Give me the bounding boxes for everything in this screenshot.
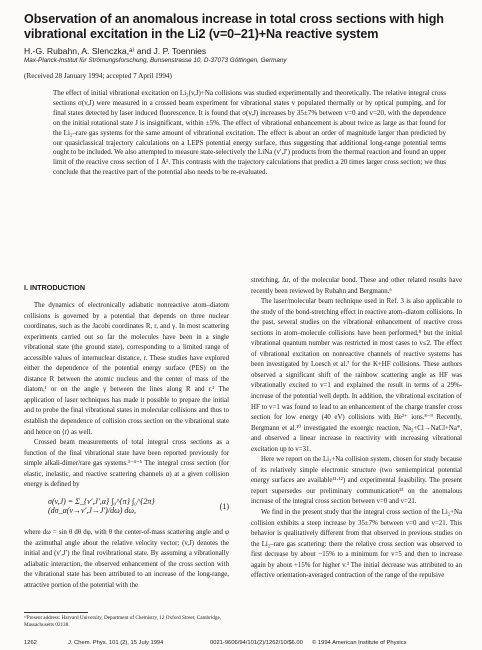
right-paragraph-2: The laser/molecular beam technique used in Ref. 3 is also applicable to the study of the bond-stretching effect in reactive atom–diatom collisions. In the past, several studies on the vibrational enhancement of reactive cross sections in atom–molecule collisions have been performed,⁸ but the initial vibrational quantum number was restricted in most cases to v≤2. The effect of vibrational excitation on nonreactive channels of reactive systems has been investigated by Loesch et al.⁷ for the K+HF collisions. These authors observed a significant shift of the rainbow scattering angle as HF was vibrationally excited to v=1 and explained the result in terms of a 29%-increase of the potential well depth. In addition, the vibrational excitation of HF to v=1 was found to lead to an enhancement of the charge transfer cross section for low energy (40 eV) collisions with He²⁺ ions.⁸⁻⁹ Recently, Bergmann et al.¹⁰ investigated the exoergic reaction, Na₂+Cl→NaCl+Na*, and observed a linear increase in reactivity with increasing vibrational excitation up to v=31.	[251, 298, 462, 453]
left-column-text	[24, 301, 229, 491]
right-paragraph-4: We find in the present study that the integral cross section of the Li₂+Na collision exhibits a steep increase by 35±7% between v=0 and v=21. This behavior is qualitatively different from that observed in previous studies on the Li₂–rare gas scattering: there the relative cross section was observed to first decrease by about −15% to a minimum for v=5 and then to increase again by about +15% for higher v.³ The initial decrease was attributed to an effective orientation-averaged contraction of the range of the repulsive	[251, 509, 462, 580]
right-paragraph-1: stretching, Δr, of the molecular bond. These and other related results have recently been reviewed by Rubahn and Bergmann.⁶	[251, 277, 462, 295]
right-column-text	[251, 276, 462, 582]
footnote-divider	[24, 612, 88, 613]
copyright: © 1994 American Institute of Physics	[312, 640, 407, 646]
intro-paragraph-3: where dω = sin θ dθ dφ, with θ the center-of-mass scattering angle and φ the azimuthal angle about the relative velocity vector; (v,J) denotes the initial and (v′,J′) the final rovibrational state. By assuming a vibrationally adiabatic interaction, the observed enhancement of the cross section with the vibrational state has been attributed to an increase of the long-range, attractive portion of the potential with the	[24, 529, 229, 589]
affiliation: Max-Planck-Institut für Strömungsforschung, Bunsenstrasse 10, D-37073 Göttingen, Germany	[24, 57, 287, 64]
equation-body: σ(v,J) = Σ_{v′,J′,α} ∫₀^{π} ∫₀^{2π} (dσ_α(v→v′,J→J′)/dω) dω,	[48, 497, 155, 515]
left-column-text-continued	[24, 528, 229, 591]
article-title: Observation of an anomalous increase in total cross sections with high vibrational excitation in the Li2 (v=0–21)+Na reactive system	[24, 12, 444, 41]
equation-1	[24, 493, 229, 523]
journal-citation: J. Chem. Phys. 101 (2), 15 July 1994	[68, 640, 164, 646]
intro-paragraph-1: The dynamics of electronically adiabatic nonreactive atom–diatom collisions is governed by a potential that depends on three nuclear coordinates, such as the Jacobi coordinates R, r, and γ. In most scattering experiments carried out so far the molecules have been in a single vibrational state (the ground state), corresponding to a limited range of accessible values of internuclear distance, r. These studies have explored either the dependence of the potential energy surface (PES) on the distance R between the atomic nucleus and the center of mass of the diatom,¹ or on the angle γ between the lines along R and r.² The application of laser techniques has made it possible to prepare the initial and to probe the final vibrational states in molecular collisions and thus to establish the dependence of collision cross section on the vibrational state and hence on ⟨r⟩ as well.	[24, 302, 229, 436]
footnote: ᵃ⁾Present address: Harvard University, Department of Chemistry, 12 Oxford Street, Cambridge, Massachusetts 02138.	[24, 615, 222, 628]
section-heading-introduction: I. INTRODUCTION	[24, 283, 86, 292]
right-paragraph-3: Here we report on the Li₂+Na collision system, chosen for study because of its relatively simple electronic structure (two semiempirical potential energy surfaces are available¹¹·¹²) and experimental feasibility. The present report supersedes our preliminary communication¹³ on the anomalous increase of the integral cross section between v=0 and v=21.	[251, 456, 462, 506]
author-list: H.-G. Rubahn, A. Slenczka,ᵃ⁾ and J. P. Toennies	[24, 46, 207, 56]
equation-number: (1)	[219, 502, 229, 511]
intro-paragraph-2: Crossed beam measurements of total integral cross sections as a function of the final vibrational state have been reported previously for simple alkali-dimer/rare gas systems.³⁻⁴⁻⁵ The integral cross section (for elastic, inelastic, and reactive scattering channels α) at a given collision energy is defined by	[24, 439, 229, 489]
received-dates: (Received 28 January 1994; accepted 7 April 1994)	[24, 72, 172, 80]
abstract: The effect of initial vibrational excitation on Li₂(v,J)+Na collisions was studied experimentally and theoretically. The relative integral cross sections σ(v,J) were measured in a crossed beam experiment for vibrational states v populated thermally or by optical pumping, and for final states detected by laser induced fluorescence. It is found that σ(v,J) increases by 35±7% between v=0 and v=20, with the dependence on the initial rotational state J is insignificant, within ±5%. The effect of vibrational enhancement is about twice as large as that found for the Li₂–rare gas systems for the same amount of vibrational excitation. The effect is about an order of magnitude larger than predicted by our quasiclassical trajectory calculations on a LEPS potential energy surface, thus suggesting that additional long-range potential terms ought to be included. We also attempted to measure state-selectively the LiNa (v′,J′) products from the thermal reaction and found an upper limit of the reactive cross section of 1 Å². This contrasts with the trajectory calculations that predict a 20 times larger cross section; we thus conclude that the reactive part of the potential also needs to be re-evaluated.	[53, 89, 446, 177]
page-number: 1262	[24, 640, 37, 646]
article-code: 0021-9606/94/101(2)/1262/10/$6.00	[210, 640, 303, 646]
